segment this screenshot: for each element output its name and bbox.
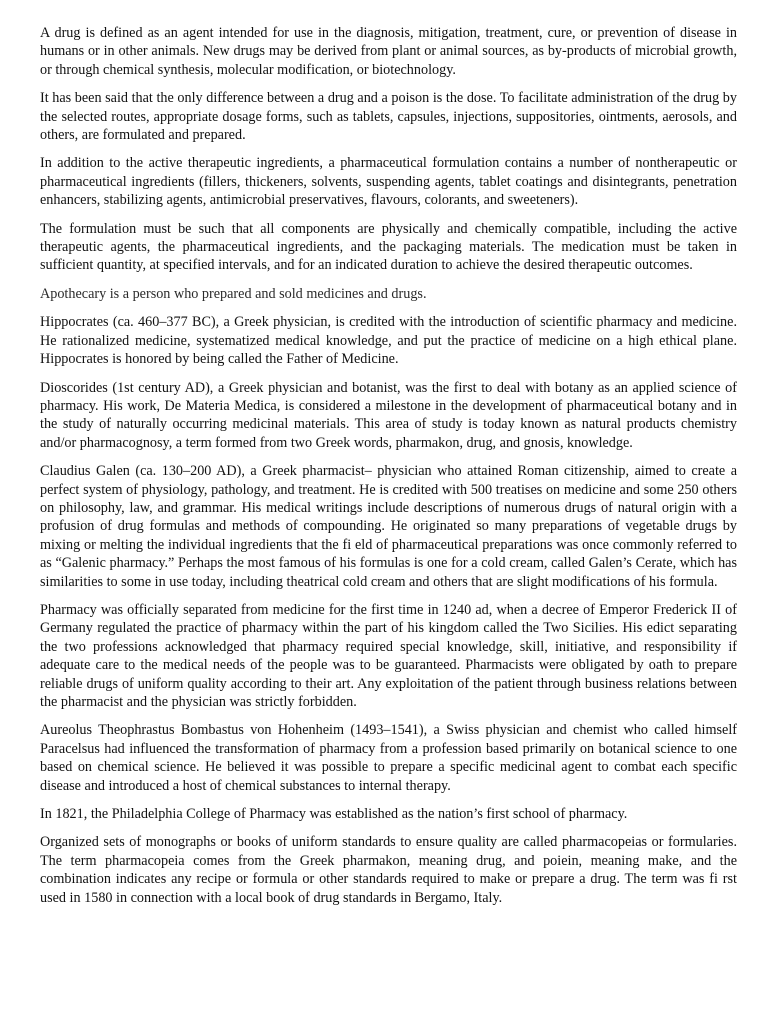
document-page [40, 24, 737, 917]
paragraph-philadelphia-college: In 1821, the Philadelphia College of Pharmacy was established as the nation’s first school of pharmacy. [40, 806, 628, 823]
paragraph-pharmaceutical-ingredients: In addition to the active therapeutic ingredients, a pharmaceutical formulation contains a number of nontherapeutic or pharmaceutical ingredients (fillers, thickeners, solvents, suspending agents, tablet coatings and disintegrants, penetration enhancers, stabilizing agents, antimicrobial preservatives, flavours, colorants, and sweeteners). [40, 155, 737, 209]
paragraph-drug-vs-poison: It has been said that the only difference between a drug and a poison is the dose. To facilitate administration of the drug by the selected routes, appropriate dosage forms, such as tablets, capsules, injections, suppositories, ointments, aerosols, and others, are formulated and prepared. [40, 90, 737, 144]
paragraph-pharmacopeias: Organized sets of monographs or books of uniform standards to ensure quality are called pharmacopeias or formularies. The term pharmacopeia comes from the Greek pharmakon, meaning drug, and poiein, meaning make, and the combination indicates any recipe or formula or other standards required to make or prepare a drug. The term was fi rst used in 1580 in connection with a local book of drug standards in Bergamo, Italy. [40, 834, 737, 906]
paragraph-formulation-compatibility: The formulation must be such that all components are physically and chemically compatible, including the active therapeutic agents, the pharmaceutical ingredients, and the packaging materials. The medication must be taken in sufficient quantity, at specified intervals, and for an indicated duration to achieve the desired therapeutic outcomes. [40, 220, 737, 274]
paragraph-hippocrates: Hippocrates (ca. 460–377 BC), a Greek physician, is credited with the introduction of scientific pharmacy and medicine. He rationalized medicine, systematized medical knowledge, and put the practice of medicine on a high ethical plane. Hippocrates is honored by being called the Father of Medicine. [40, 314, 737, 368]
paragraph-galen: Claudius Galen (ca. 130–200 AD), a Greek pharmacist– physician who attained Roman citizenship, aimed to create a perfect system of physiology, pathology, and treatment. He is credited with 500 treatises on medicine and some 250 others on philosophy, law, and grammar. His medical writings include descriptions of numerous drugs of natural origin with a profusion of drug formulas and methods of compounding. He originated so many preparations of vegetable drugs by mixing or melting the individual ingredients that the fi eld of pharmaceutical preparations was once commonly referred to as “Galenic pharmacy.” Perhaps the most famous of his formulas is one for a cold cream, called Galen’s Cerate, which has similarities to some in use today, including theatrical cold cream and others that are slight modifications of his formula. [40, 463, 737, 590]
paragraph-drug-definition: A drug is defined as an agent intended for use in the diagnosis, mitigation, treatment, cure, or prevention of disease in humans or in other animals. New drugs may be derived from plant or animal sources, as by-products of microbial growth, or through chemical synthesis, molecular modification, or biotechnology. [40, 25, 737, 78]
paragraph-dioscorides: Dioscorides (1st century AD), a Greek physician and botanist, was the first to deal with botany as an applied science of pharmacy. His work, De Materia Medica, is considered a milestone in the development of pharmaceutical botany and in the study of naturally occurring medicinal materials. This area of study is today known as natural products chemistry and/or pharmacognosy, a term formed from two Greek words, pharmakon, drug, and gnosis, knowledge. [40, 379, 737, 451]
paragraph-apothecary: Apothecary is a person who prepared and sold medicines and drugs. [40, 285, 427, 302]
paragraph-paracelsus: Aureolus Theophrastus Bombastus von Hohenheim (1493–1541), a Swiss physician and chemist who called himself Paracelsus had influenced the transformation of pharmacy from a profession based primarily on botanical science to one based on chemical science. He believed it was possible to prepare a specific medicinal agent to combat each specific disease and introduced a host of chemical substances to internal therapy. [40, 722, 737, 794]
paragraph-pharmacy-separation: Pharmacy was officially separated from medicine for the first time in 1240 ad, when a decree of Emperor Frederick II of Germany regulated the practice of pharmacy within the part of his kingdom called the Two Sicilies. His edict separating the two professions acknowledged that pharmacy required special knowledge, skill, initiative, and responsibility if adequate care to the medical needs of the people was to be guaranteed. Pharmacists were obligated by oath to prepare reliable drugs of uniform quality according to their art. Any exploitation of the patient through business relations between the pharmacist and the physician was strictly forbidden. [40, 601, 737, 710]
